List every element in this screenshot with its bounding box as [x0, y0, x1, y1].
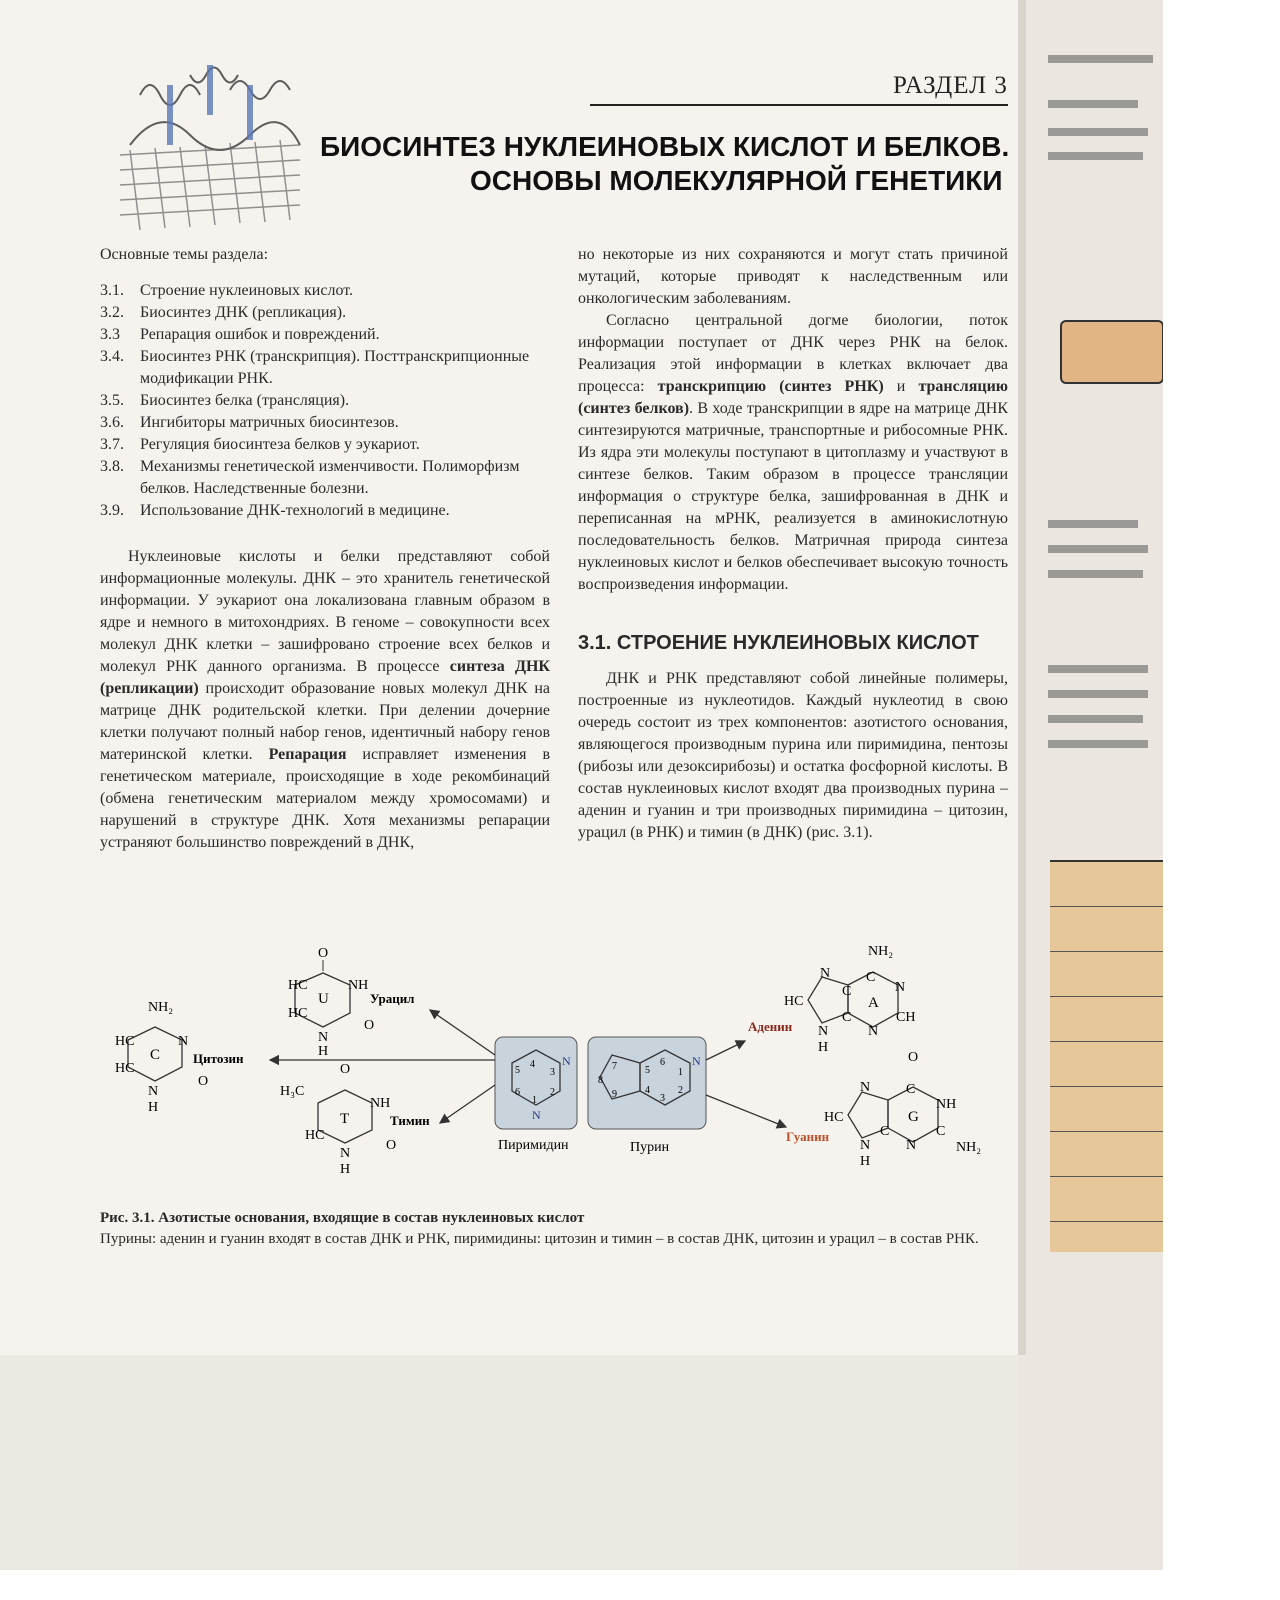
ring-number: 4	[530, 1059, 535, 1070]
uracil-structure	[288, 946, 414, 1059]
atom-label: H	[818, 1040, 829, 1055]
ring-letter: G	[908, 1109, 919, 1125]
topic-number: 3.5.	[100, 392, 124, 409]
ring-number: 8	[598, 1075, 603, 1086]
topic-item	[100, 324, 550, 346]
adjacent-text-line	[1048, 545, 1148, 553]
pentose-ring-fragment	[1060, 320, 1163, 384]
adjacent-text-line	[1048, 740, 1148, 748]
term-transcription: транскрипцию (синтез РНК)	[657, 378, 884, 395]
adjacent-text-line	[1048, 520, 1138, 528]
topic-number: 3.6.	[100, 414, 124, 431]
atom-label: N	[820, 966, 831, 981]
arrow-to-adenine	[706, 1041, 745, 1060]
topic-text: Ингибиторы матричных биосинтезов.	[140, 414, 399, 431]
atom-label: NH₂	[956, 1140, 982, 1155]
paragraph-text: Нуклеиновые кислоты и белки представляют собой информационные молекулы. ДНК – это хранитель генетической информации. У эукариот она локализована главным образом в ядре и немного в митохондриях. В геноме – совокупности всех молекул ДНК клетки – зашифровано строение всех белков и молекул РНК данного организма. В процессе	[100, 548, 550, 675]
ring-number: 3	[550, 1067, 555, 1078]
page-bottom-shade	[0, 1355, 1163, 1570]
atom-label: H₃C	[280, 1084, 305, 1099]
adjacent-text-line	[1048, 100, 1138, 108]
header-rule	[590, 104, 1008, 106]
atom-label: C	[906, 1082, 916, 1097]
pyrimidine-box	[495, 1037, 577, 1153]
atom-label: C	[936, 1124, 946, 1139]
caption-title: Рис. 3.1. Азотистые основания, входящие в состав нуклеиновых кислот	[100, 1210, 585, 1226]
ring-number: 9	[612, 1089, 617, 1100]
atom-label: O	[364, 1018, 375, 1033]
adjacent-text-line	[1048, 665, 1148, 673]
topic-number: 3.8.	[100, 458, 124, 475]
atom-label: N	[895, 980, 906, 995]
atom-label: C	[842, 1010, 852, 1025]
dogma-paragraph	[578, 310, 1008, 596]
atom-label: NH	[370, 1096, 391, 1111]
topic-item	[100, 280, 550, 302]
atom-label: HC	[305, 1128, 325, 1143]
guanine-structure	[786, 1050, 981, 1169]
adjacent-text-line	[1048, 152, 1143, 160]
topic-item	[100, 434, 550, 456]
ring-number: 1	[532, 1095, 537, 1106]
chapter-title	[320, 130, 1020, 198]
figure-svg	[100, 945, 1030, 1195]
atom-label: NH	[348, 978, 369, 993]
label-thymine: Тимин	[390, 1113, 430, 1128]
paragraph-text: исправляет изменения в генетическом материале, происходящие в ходе рекомбинаций (обмена генетическим материалом между хромосомами) и нарушений в структуре ДНК. Хотя механизмы репарации устраняют большинство повреждений в ДНК,	[100, 746, 550, 851]
term-repair: Репарация	[268, 746, 347, 763]
ring-number: 7	[612, 1061, 617, 1072]
topic-text: Механизмы генетической изменчивости. Полиморфизм белков. Наследственные болезни.	[140, 458, 520, 497]
atom-label: O	[386, 1138, 397, 1153]
atom-label: N	[692, 1054, 701, 1068]
figure-nitrogen-bases	[100, 945, 1030, 1195]
left-column	[100, 244, 550, 854]
adjacent-text-line	[1048, 570, 1143, 578]
topics-heading: Основные темы раздела:	[100, 246, 269, 263]
topic-text: Строение нуклеиновых кислот.	[140, 282, 354, 299]
atom-label: HC	[115, 1034, 135, 1049]
atom-label: NH₂	[148, 1000, 174, 1015]
atom-label: HC	[824, 1110, 844, 1125]
figure-caption	[100, 1208, 1020, 1250]
term-replication: синтеза ДНК (репликации)	[100, 658, 551, 697]
topic-item	[100, 390, 550, 412]
ring-number: 2	[678, 1085, 683, 1096]
atom-label: HC	[288, 1006, 308, 1021]
right-column	[578, 244, 1008, 844]
atom-label: C	[842, 984, 852, 999]
atom-label: N	[562, 1054, 571, 1068]
atom-label: O	[340, 1062, 351, 1077]
atom-label: NH₂	[868, 945, 894, 959]
adjacent-text-line	[1048, 690, 1148, 698]
topic-text: Биосинтез РНК (транскрипция). Посттранскрипционные модификации РНК.	[140, 348, 530, 387]
protein-dna-illustration	[110, 55, 320, 245]
atom-label: N	[148, 1084, 159, 1099]
atom-label: N	[532, 1108, 541, 1122]
chapter-title-line1: БИОСИНТЕЗ НУКЛЕИНОВЫХ КИСЛОТ И БЕЛКОВ.	[320, 131, 1010, 162]
ring-letter: C	[150, 1047, 161, 1063]
ring-number: 4	[645, 1085, 650, 1096]
adenine-structure	[748, 945, 915, 1055]
atom-label: N	[318, 1030, 329, 1045]
adjacent-table-fragment	[1050, 860, 1163, 1252]
atom-label: NH	[936, 1097, 957, 1112]
adjacent-text-line	[1048, 55, 1153, 63]
atom-label: HC	[784, 994, 804, 1009]
ring-letter: A	[868, 995, 879, 1011]
topic-text: Регуляция биосинтеза белков у эукариот.	[140, 436, 420, 453]
paragraph-text: и	[883, 378, 919, 395]
paragraph-text: происходит образование новых молекул ДНК на матрице ДНК родительской клетки. При делении дочерние клетки получают полный набор генов, идентичный набору генов материнской клетки.	[100, 680, 550, 763]
atom-label: N	[818, 1024, 829, 1039]
adjacent-text-line	[1048, 715, 1143, 723]
atom-label: N	[860, 1138, 871, 1153]
atom-label: HC	[115, 1061, 135, 1076]
topic-item	[100, 302, 550, 324]
topic-number: 3.2.	[100, 304, 124, 321]
atom-label: N	[178, 1034, 189, 1049]
topic-item	[100, 346, 550, 390]
atom-label: HC	[288, 978, 308, 993]
continuation-paragraph: но некоторые из них сохраняются и могут стать причиной мутаций, которые приводят к наследственным или онкологическим заболеваниям.	[578, 246, 1008, 307]
ring-letter: U	[318, 991, 329, 1007]
atom-label: C	[866, 970, 876, 985]
thymine-structure	[280, 1062, 430, 1177]
topic-text: Репарация ошибок и повреждений.	[140, 326, 380, 343]
atom-label: N	[906, 1138, 917, 1153]
topic-item	[100, 500, 550, 522]
term-translation: трансляцию (синтез белков)	[578, 378, 1009, 417]
topic-text: Биосинтез белка (трансляция).	[140, 392, 350, 409]
section-label: РАЗДЕЛ 3	[893, 72, 1008, 99]
atom-label: H	[318, 1044, 329, 1059]
adjacent-page-strip	[1018, 0, 1163, 1570]
topic-text: Биосинтез ДНК (репликация).	[140, 304, 347, 321]
atom-label: N	[340, 1146, 351, 1161]
section-heading: 3.1. СТРОЕНИЕ НУКЛЕИНОВЫХ КИСЛОТ	[578, 632, 979, 654]
atom-label: O	[318, 946, 329, 961]
topic-number: 3.7.	[100, 436, 124, 453]
paragraph-text: Согласно центральной догме биологии, поток информации поступает от ДНК через РНК на белок. Реализация этой информации в клетках включает два процесса:	[578, 312, 1008, 395]
atom-label: O	[198, 1074, 209, 1089]
label-purine: Пурин	[630, 1140, 670, 1155]
label-cytosine: Цитозин	[193, 1051, 244, 1066]
atom-label: N	[860, 1080, 871, 1095]
ring-number: 6	[660, 1057, 665, 1068]
topic-item	[100, 456, 550, 500]
topic-number: 3.3	[100, 326, 120, 343]
chapter-title-line2: ОСНОВЫ МОЛЕКУЛЯРНОЙ ГЕНЕТИКИ	[470, 165, 1003, 196]
purine-box	[588, 1037, 706, 1155]
atom-label: H	[340, 1162, 351, 1177]
ring-number: 3	[660, 1093, 665, 1104]
atom-label: O	[908, 1050, 919, 1065]
atom-label: N	[868, 1024, 879, 1039]
topic-item	[100, 412, 550, 434]
ring-number: 5	[645, 1065, 650, 1076]
arrow-to-thymine	[440, 1085, 495, 1123]
label-guanine: Гуанин	[786, 1129, 830, 1144]
topic-number: 3.1.	[100, 282, 124, 299]
caption-text: Пурины: аденин и гуанин входят в состав ДНК и РНК, пиримидины: цитозин и тимин – в состав ДНК, цитозин и урацил – в состав РНК.	[100, 1231, 979, 1247]
cytosine-structure	[115, 1000, 244, 1115]
ring-number: 6	[515, 1087, 520, 1098]
topic-number: 3.9.	[100, 502, 124, 519]
atom-label: CH	[896, 1010, 916, 1025]
arrow-to-uracil	[430, 1010, 495, 1055]
atom-label: H	[860, 1154, 871, 1169]
ring-number: 2	[550, 1087, 555, 1098]
atom-label: C	[880, 1124, 890, 1139]
ring-number: 5	[515, 1065, 520, 1076]
label-adenine: Аденин	[748, 1019, 793, 1034]
atom-label: H	[148, 1100, 159, 1115]
ring-letter: T	[340, 1111, 350, 1127]
paragraph-text: . В ходе транскрипции в ядре на матрице ДНК синтезируются матричные, транспортные и рибосомные РНК. Из ядра эти молекулы поступают в цитоплазму и участвуют в синтезе белков. Таким образом в процессе трансляции информация о структуре белка, зашифрованная в ДНК и переписанная на мРНК, реализуется в аминокислотную последовательность белков. Матричная природа синтеза нуклеиновых кислот и белков обеспечивает высокую точность воспроизведения информации.	[578, 400, 1009, 593]
topics-list	[100, 280, 550, 522]
topic-text: Использование ДНК-технологий в медицине.	[140, 502, 450, 519]
label-uracil: Урацил	[370, 991, 415, 1006]
arrow-to-guanine	[706, 1095, 786, 1127]
structure-paragraph: ДНК и РНК представляют собой линейные полимеры, построенные из нуклеотидов. Каждый нуклеотид в свою очередь состоит из трех компонентов: азотистого основания, являющегося производным пурина или пиримидина, пентозы (рибозы или дезоксирибозы) и остатка фосфорной кислоты. В состав нуклеиновых кислот входят два производных пурина – аденин и гуанин и три производных пиримидина – цитозин, урацил (в РНК) и тимин (в ДНК) (рис. 3.1).	[578, 670, 1008, 841]
label-pyrimidine: Пиримидин	[498, 1138, 569, 1153]
ring-number: 1	[678, 1067, 683, 1078]
topic-number: 3.4.	[100, 348, 124, 365]
intro-paragraph	[100, 546, 550, 854]
adjacent-text-line	[1048, 128, 1148, 136]
